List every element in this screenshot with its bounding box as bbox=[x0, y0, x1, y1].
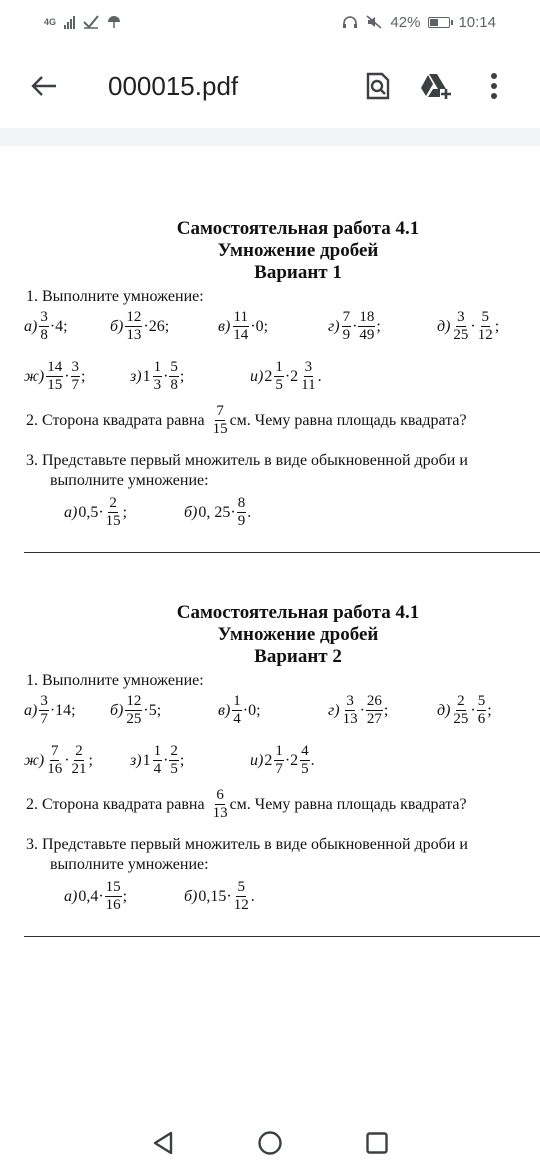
fraction bbox=[105, 496, 122, 529]
denominator: 5 bbox=[301, 761, 309, 777]
exercise-tail: ·26; bbox=[143, 317, 170, 335]
denominator: 12 bbox=[477, 327, 493, 343]
more-options-button[interactable] bbox=[472, 64, 516, 108]
arrow-back-icon bbox=[31, 76, 57, 96]
denominator: 13 bbox=[126, 327, 142, 343]
fraction bbox=[358, 310, 375, 343]
exercise-tail: ·0; bbox=[250, 317, 269, 335]
exercise-tail: . bbox=[250, 887, 255, 905]
exercise-label: ж) bbox=[24, 367, 45, 385]
exercise-label: б) bbox=[184, 503, 198, 521]
exercise bbox=[130, 360, 184, 393]
numerator: 3 bbox=[40, 309, 48, 325]
toolbar-divider bbox=[0, 128, 540, 146]
fraction bbox=[274, 744, 284, 777]
heading-title: Самостоятельная работа 4.1 bbox=[176, 218, 420, 239]
task-2-end: см. Чему равна площадь квадрата? bbox=[229, 795, 467, 813]
fraction bbox=[477, 694, 487, 727]
back-button[interactable] bbox=[24, 66, 64, 106]
status-bar bbox=[0, 0, 540, 44]
denominator: 49 bbox=[359, 327, 375, 343]
exercise-label: а) bbox=[24, 701, 38, 719]
exercise-tail: ; bbox=[88, 751, 93, 769]
exercise bbox=[218, 310, 268, 343]
denominator: 13 bbox=[212, 805, 228, 821]
denominator: 7 bbox=[71, 377, 80, 393]
exercise bbox=[437, 310, 499, 343]
exercise bbox=[130, 744, 184, 777]
heading-variant: Вариант 1 bbox=[254, 262, 342, 283]
fraction bbox=[366, 694, 383, 727]
denominator: 4 bbox=[153, 761, 162, 777]
battery-fill bbox=[430, 19, 437, 26]
exercise-label: в) bbox=[218, 317, 231, 335]
numerator: 7 bbox=[342, 309, 351, 325]
exercise-label: а) bbox=[64, 503, 78, 521]
numerator: 1 bbox=[233, 693, 241, 709]
search-document-icon bbox=[365, 72, 391, 100]
fraction bbox=[46, 360, 63, 393]
multiply-dot: · bbox=[284, 751, 291, 769]
denominator: 15 bbox=[105, 513, 121, 529]
task-2-start: 2. Сторона квадрата равна bbox=[26, 411, 205, 429]
exercise-tail: . bbox=[310, 751, 315, 769]
exercise-label: а) bbox=[24, 317, 38, 335]
denominator: 16 bbox=[47, 761, 63, 777]
umbrella-icon bbox=[107, 15, 121, 29]
numerator: 7 bbox=[50, 743, 59, 759]
fraction bbox=[125, 694, 142, 727]
task-3-item bbox=[184, 496, 251, 529]
numerator: 3 bbox=[40, 693, 48, 709]
numerator: 5 bbox=[170, 359, 178, 375]
multiply-dot: · bbox=[284, 367, 291, 385]
numerator: 11 bbox=[233, 309, 248, 325]
heading-variant: Вариант 2 bbox=[254, 646, 342, 667]
fraction bbox=[233, 880, 250, 913]
exercise bbox=[437, 694, 492, 727]
numerator: 15 bbox=[105, 879, 121, 895]
numerator: 2 bbox=[109, 495, 117, 511]
signal-icon bbox=[64, 15, 75, 29]
numerator: 7 bbox=[216, 403, 224, 419]
fraction bbox=[71, 360, 81, 393]
exercise-tail: ; bbox=[494, 317, 500, 335]
task-1-text: 1. Выполните умножение: bbox=[26, 672, 204, 689]
exercise-tail: ; bbox=[179, 751, 185, 769]
fraction bbox=[169, 360, 179, 393]
task-3-text-cont: выполните умножение: bbox=[50, 472, 209, 489]
exercise-tail: ; bbox=[383, 701, 389, 719]
exercise-tail: ·5; bbox=[143, 701, 162, 719]
denominator: 5 bbox=[170, 761, 178, 777]
fraction bbox=[125, 310, 142, 343]
fraction bbox=[153, 360, 163, 393]
denominator: 16 bbox=[105, 897, 121, 913]
section-separator bbox=[24, 936, 540, 937]
task-3-item bbox=[64, 496, 127, 529]
denominator: 6 bbox=[477, 711, 486, 727]
multiply-dot: · bbox=[163, 751, 169, 769]
heading-subtitle: Умножение дробей bbox=[217, 240, 379, 261]
task-2-text bbox=[26, 404, 467, 437]
nav-home-button[interactable] bbox=[250, 1123, 290, 1163]
exercise-label: и) bbox=[250, 751, 264, 769]
numerator: 1 bbox=[275, 743, 283, 759]
denominator: 12 bbox=[233, 897, 249, 913]
exercise-label: б) bbox=[110, 701, 124, 719]
exercise-label: д) bbox=[437, 317, 451, 335]
exercise-tail: ; bbox=[122, 887, 128, 905]
fraction bbox=[342, 694, 359, 727]
fraction bbox=[237, 496, 247, 529]
multiply-dot: · bbox=[163, 367, 169, 385]
heading-subtitle: Умножение дробей bbox=[217, 624, 379, 645]
numerator: 12 bbox=[126, 693, 142, 709]
exercise-tail: ·4; bbox=[49, 317, 68, 335]
multiply-dot: · bbox=[64, 751, 70, 769]
section-separator bbox=[24, 552, 540, 553]
decimal-factor: 0,5· bbox=[78, 503, 104, 521]
headphones-icon bbox=[342, 15, 358, 29]
exercise-label: ж) bbox=[24, 751, 45, 769]
exercise-label: и) bbox=[250, 367, 264, 385]
exercise bbox=[328, 694, 388, 727]
exercise-tail: ; bbox=[81, 367, 86, 385]
exercise bbox=[250, 360, 322, 393]
mute-icon bbox=[366, 15, 382, 29]
exercise bbox=[24, 744, 93, 777]
fraction bbox=[169, 744, 179, 777]
exercise bbox=[328, 310, 381, 343]
fraction bbox=[274, 360, 284, 393]
exercise-tail: ; bbox=[122, 503, 128, 521]
clock: 10:14 bbox=[458, 13, 496, 31]
fraction bbox=[39, 694, 49, 727]
whole-part: 2 bbox=[264, 367, 273, 385]
exercise-label: г) bbox=[328, 317, 340, 335]
home-circle-icon bbox=[257, 1130, 283, 1156]
task-3-text: 3. Представьте первый множитель в виде обыкновенной дроби и bbox=[26, 452, 468, 469]
fraction bbox=[212, 404, 229, 437]
exercise-tail: ·0; bbox=[242, 701, 261, 719]
exercise-label: а) bbox=[64, 887, 78, 905]
denominator: 7 bbox=[275, 761, 283, 777]
fraction bbox=[477, 310, 494, 343]
fraction bbox=[212, 788, 229, 821]
numerator: 26 bbox=[366, 693, 382, 709]
add-to-drive-button[interactable] bbox=[414, 64, 458, 108]
exercise bbox=[24, 310, 68, 343]
numerator: 1 bbox=[153, 359, 162, 375]
nav-back-button[interactable] bbox=[143, 1123, 183, 1163]
exercise-tail: . bbox=[317, 367, 322, 385]
numerator: 1 bbox=[275, 359, 283, 375]
numerator: 6 bbox=[216, 787, 224, 803]
search-document-button[interactable] bbox=[356, 64, 400, 108]
denominator: 25 bbox=[453, 327, 469, 343]
nav-recents-button[interactable] bbox=[357, 1123, 397, 1163]
numerator: 5 bbox=[237, 879, 245, 895]
numerator: 2 bbox=[170, 743, 178, 759]
denominator: 13 bbox=[342, 711, 358, 727]
denominator: 14 bbox=[233, 327, 249, 343]
battery-percent: 42% bbox=[390, 13, 421, 31]
exercise bbox=[24, 694, 76, 727]
fraction bbox=[452, 694, 469, 727]
task-3-text: 3. Представьте первый множитель в виде обыкновенной дроби и bbox=[26, 836, 468, 853]
check-icon bbox=[83, 15, 99, 29]
whole-part: 2 bbox=[290, 751, 299, 769]
variant-section bbox=[0, 218, 540, 598]
fraction bbox=[300, 744, 310, 777]
denominator: 3 bbox=[153, 377, 162, 393]
battery-icon bbox=[428, 17, 450, 28]
exercise-tail: ; bbox=[487, 701, 492, 719]
exercise bbox=[110, 694, 161, 727]
exercise bbox=[110, 310, 169, 343]
numerator: 4 bbox=[301, 743, 309, 759]
fraction bbox=[232, 310, 249, 343]
pdf-page bbox=[0, 146, 540, 1116]
numerator: 14 bbox=[47, 359, 63, 375]
denominator: 8 bbox=[170, 377, 178, 393]
denominator: 8 bbox=[40, 327, 48, 343]
exercise bbox=[250, 744, 315, 777]
whole-part: 2 bbox=[290, 367, 299, 385]
back-triangle-icon bbox=[152, 1131, 174, 1155]
task-3-text-cont: выполните умножение: bbox=[50, 856, 209, 873]
task-2-text bbox=[26, 788, 467, 821]
task-2-end: см. Чему равна площадь квадрата? bbox=[229, 411, 467, 429]
fraction bbox=[105, 880, 122, 913]
heading-title: Самостоятельная работа 4.1 bbox=[176, 602, 420, 623]
numerator: 18 bbox=[359, 309, 375, 325]
denominator: 9 bbox=[237, 513, 246, 529]
whole-part: 2 bbox=[264, 751, 273, 769]
denominator: 25 bbox=[126, 711, 142, 727]
multiply-dot: · bbox=[64, 367, 70, 385]
denominator: 15 bbox=[212, 421, 228, 437]
denominator: 5 bbox=[275, 377, 283, 393]
exercise-label: д) bbox=[437, 701, 451, 719]
exercise-tail: ; bbox=[179, 367, 185, 385]
fraction bbox=[153, 744, 163, 777]
fraction bbox=[39, 310, 49, 343]
exercise-label: в) bbox=[218, 701, 231, 719]
fraction bbox=[232, 694, 242, 727]
numerator: 2 bbox=[75, 743, 83, 759]
whole-part: 1 bbox=[142, 367, 151, 385]
denominator: 25 bbox=[453, 711, 469, 727]
denominator: 7 bbox=[40, 711, 48, 727]
decimal-factor: 0, 25· bbox=[198, 503, 236, 521]
more-vert-icon bbox=[490, 73, 498, 99]
status-right bbox=[342, 14, 496, 31]
fraction bbox=[452, 310, 469, 343]
denominator: 4 bbox=[233, 711, 241, 727]
numerator: 3 bbox=[304, 359, 313, 375]
numerator: 12 bbox=[126, 309, 142, 325]
exercise-tail: . bbox=[247, 503, 252, 521]
denominator: 9 bbox=[342, 327, 351, 343]
multiply-dot: · bbox=[359, 701, 365, 719]
exercise-label: з) bbox=[130, 367, 142, 385]
decimal-factor: 0,4· bbox=[78, 887, 104, 905]
task-2-start: 2. Сторона квадрата равна bbox=[26, 795, 205, 813]
fraction bbox=[46, 744, 63, 777]
numerator: 8 bbox=[237, 495, 246, 511]
task-1-text: 1. Выполните умножение: bbox=[26, 288, 204, 305]
exercise bbox=[218, 694, 261, 727]
app-bar bbox=[0, 44, 540, 128]
multiply-dot: · bbox=[470, 701, 476, 719]
numerator: 5 bbox=[481, 309, 489, 325]
task-3-item bbox=[64, 880, 127, 913]
file-title: 000015.pdf bbox=[108, 70, 239, 101]
variant-section bbox=[0, 602, 540, 982]
numerator: 3 bbox=[71, 359, 80, 375]
navigation-bar bbox=[0, 1116, 540, 1170]
numerator: 5 bbox=[477, 693, 486, 709]
fraction bbox=[300, 360, 316, 393]
exercise-tail: ; bbox=[376, 317, 381, 335]
numerator: 2 bbox=[457, 693, 465, 709]
numerator: 1 bbox=[153, 743, 162, 759]
exercise-label: б) bbox=[184, 887, 198, 905]
exercise-label: г) bbox=[328, 701, 340, 719]
exercise-label: з) bbox=[130, 751, 142, 769]
denominator: 11 bbox=[301, 377, 316, 393]
fraction bbox=[342, 310, 352, 343]
numerator: 3 bbox=[346, 693, 354, 709]
whole-part: 1 bbox=[142, 751, 151, 769]
multiply-dot: · bbox=[470, 317, 476, 335]
drive-add-icon bbox=[420, 72, 452, 100]
exercise-label: б) bbox=[110, 317, 124, 335]
fraction bbox=[71, 744, 88, 777]
denominator: 15 bbox=[47, 377, 63, 393]
recents-square-icon bbox=[365, 1131, 389, 1155]
multiply-dot: · bbox=[352, 317, 358, 335]
numerator: 3 bbox=[457, 309, 465, 325]
status-left bbox=[44, 15, 121, 29]
decimal-factor: 0,15· bbox=[198, 887, 232, 905]
network-type: 4G bbox=[44, 16, 57, 27]
exercise-tail: ·14; bbox=[49, 701, 76, 719]
denominator: 27 bbox=[366, 711, 382, 727]
task-3-item bbox=[184, 880, 255, 913]
denominator: 21 bbox=[71, 761, 87, 777]
exercise bbox=[24, 360, 86, 393]
